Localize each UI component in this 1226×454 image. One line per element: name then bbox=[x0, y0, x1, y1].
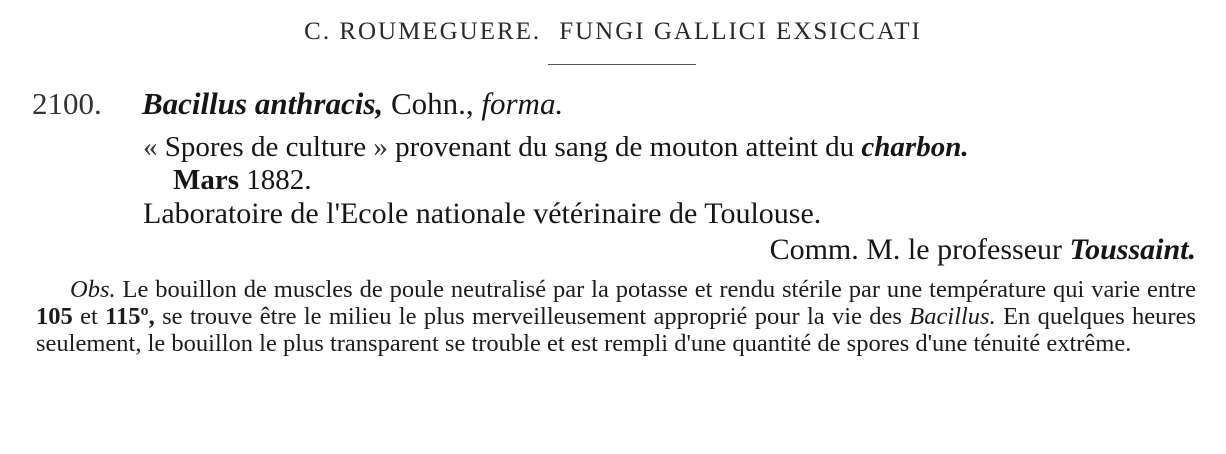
description-text: provenant du sang de mouton atteint du bbox=[395, 131, 855, 163]
temp-high: 115º, bbox=[105, 303, 155, 330]
comm-name: Toussaint. bbox=[1069, 233, 1196, 266]
disease-name: charbon. bbox=[861, 131, 969, 163]
species-name: Bacillus anthracis, bbox=[142, 86, 384, 121]
communicated-by bbox=[770, 233, 1196, 267]
collection-date bbox=[173, 164, 312, 197]
obs-text-2: se trouve être le milieu le plus merveilleusement approprié pour la vie des bbox=[162, 303, 902, 330]
temp-low: 105 bbox=[36, 303, 73, 330]
spores-text: Spores de culture bbox=[164, 131, 367, 163]
header-divider bbox=[548, 64, 696, 65]
obs-text-1: Le bouillon de muscles de poule neutralisé par la potasse et rendu stérile par une température qui varie entre bbox=[122, 276, 1197, 303]
header-author: C. ROUMEGUERE. bbox=[304, 18, 542, 45]
obs-genus: Bacillus. bbox=[909, 303, 996, 330]
laboratory-line: Laboratoire de l'Ecole nationale vétérinaire de Toulouse. bbox=[143, 197, 822, 230]
obs-label: Obs. bbox=[70, 276, 116, 303]
date-month: Mars bbox=[173, 164, 240, 196]
close-quote: » bbox=[373, 131, 388, 163]
obs-connector: et bbox=[80, 303, 98, 330]
open-quote: « bbox=[143, 131, 158, 163]
species-form: forma. bbox=[481, 86, 564, 121]
comm-prefix: Comm. M. le professeur bbox=[769, 233, 1063, 266]
entry-title-line bbox=[32, 86, 563, 122]
observation-paragraph bbox=[36, 276, 1196, 357]
obs-text-3: En quelques heures seulement, le bouillon le plus transparent se trouble et est rempli d'une quantité de spores d'une ténuité extrême. bbox=[36, 303, 1196, 357]
date-year: 1882. bbox=[246, 164, 312, 196]
specimen-description bbox=[143, 131, 969, 164]
header-title: FUNGI GALLICI EXSICCATI bbox=[559, 18, 922, 45]
entry-number: 2100. bbox=[32, 86, 102, 121]
species-authority: Cohn., bbox=[390, 86, 474, 121]
page-header bbox=[0, 18, 1226, 46]
